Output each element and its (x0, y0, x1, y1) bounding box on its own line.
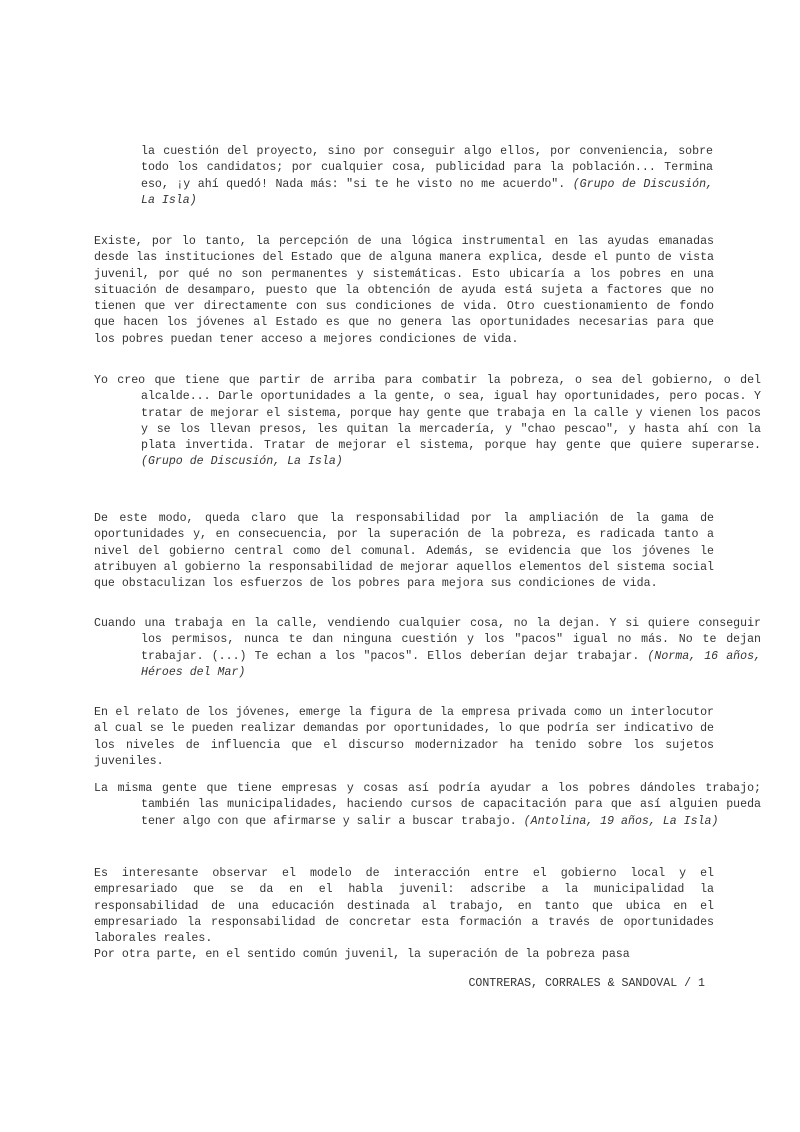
body-paragraph (94, 511, 714, 592)
quote-citation: (Antolina, 19 años, La Isla) (523, 814, 719, 828)
paragraph-text: De este modo, queda claro que la responsabilidad por la ampliación de la gama de oportunidades y, en consecuencia, por la superación de la pobreza, es radicada tanto a nivel del gobierno central como del comunal. Además, se evidencia que los jóvenes le atribuyen al gobierno la responsabilidad de mejorar aquellos elementos del sistema social que obstaculizan los esfuerzos de los pobres para mejora sus condiciones de vida. (94, 512, 714, 591)
quote-citation: (Grupo de Discusión, La Isla) (141, 455, 343, 469)
quote-paragraph (141, 144, 713, 209)
quote-citation: (Grupo de Discusión, La Isla) (141, 177, 713, 207)
quote-citation: (Norma, 16 años, Héroes del Mar) (141, 649, 761, 679)
page-footer: CONTRERAS, CORRALES & SANDOVAL / 1 (468, 977, 705, 990)
quote-paragraph (94, 781, 761, 830)
quote-text: Yo creo que tiene que partir de arriba para combatir la pobreza, o sea del gobierno, o del alcalde... Darle oportunidades a la gente, o sea, igual hay oportunidades, pero pocas. Y tratar de mejorar el sistema, porque hay gente que trabaja en la calle y vienen los pacos y se los llevan presos, les quitan la mercadería, y "chao pescao", y hasta ahí con la plata invertida. Tratar de mejorar el sistema, porque hay gente que quiere superarse. (94, 374, 761, 453)
quote-text: La misma gente que tiene empresas y cosas así podría ayudar a los pobres dándoles trabajo; también las municipalidades, haciendo cursos de capacitación para que así alguien pueda tener algo con que afirmarse y salir a buscar trabajo. (94, 782, 761, 828)
quote-paragraph (94, 616, 761, 681)
body-paragraph (94, 705, 714, 770)
quote-text: Cuando una trabaja en la calle, vendiendo cualquier cosa, no la dejan. Y si quiere conseguir los permisos, nunca te dan ninguna cuestión y los "pacos" igual no más. No te dejan trabajar. (...) Te echan a los "pacos". Ellos deberían dejar trabajar. (94, 617, 761, 663)
paragraph-text: En el relato de los jóvenes, emerge la figura de la empresa privada como un interlocutor al cual se le pueden realizar demandas por oportunidades, lo que podría ser indicativo de los niveles de influencia que el discurso modernizador ha tenido sobre los sujetos juveniles. (94, 706, 714, 768)
paragraph-text: Es interesante observar el modelo de interacción entre el gobierno local y el empresariado que se da en el habla juvenil: adscribe a la municipalidad la responsabilidad de una educación destinada al trabajo, en tanto que ubica en el empresariado la responsabilidad de concretar esta formación a través de oportunidades laborales reales. (94, 867, 714, 946)
body-paragraph (94, 234, 714, 348)
paragraph-text: Existe, por lo tanto, la percepción de una lógica instrumental en las ayudas emanadas desde las instituciones del Estado que de alguna manera explica, desde el punto de vista juvenil, por qué no son permanentes y sistemáticas. Esto ubicaría a los pobres en una situación de desamparo, puesto que la obtención de ayuda está sujeta a factores que no tienen que ver directamente con sus condiciones de vida. Otro cuestionamiento de fondo que hacen los jóvenes al Estado es que no genera las oportunidades necesarias para que los pobres puedan tener acceso a mejores condiciones de vida. (94, 235, 714, 346)
body-paragraph (94, 947, 714, 963)
body-paragraph (94, 866, 714, 947)
quote-paragraph (94, 373, 761, 471)
paragraph-text: Por otra parte, en el sentido común juvenil, la superación de la pobreza pasa (94, 948, 630, 961)
quote-text: la cuestión del proyecto, sino por conseguir algo ellos, por conveniencia, sobre todo los candidatos; por cualquier cosa, publicidad para la población... Termina eso, ¡y ahí quedó! Nada más: "si te he visto no me acuerdo". (141, 145, 713, 191)
